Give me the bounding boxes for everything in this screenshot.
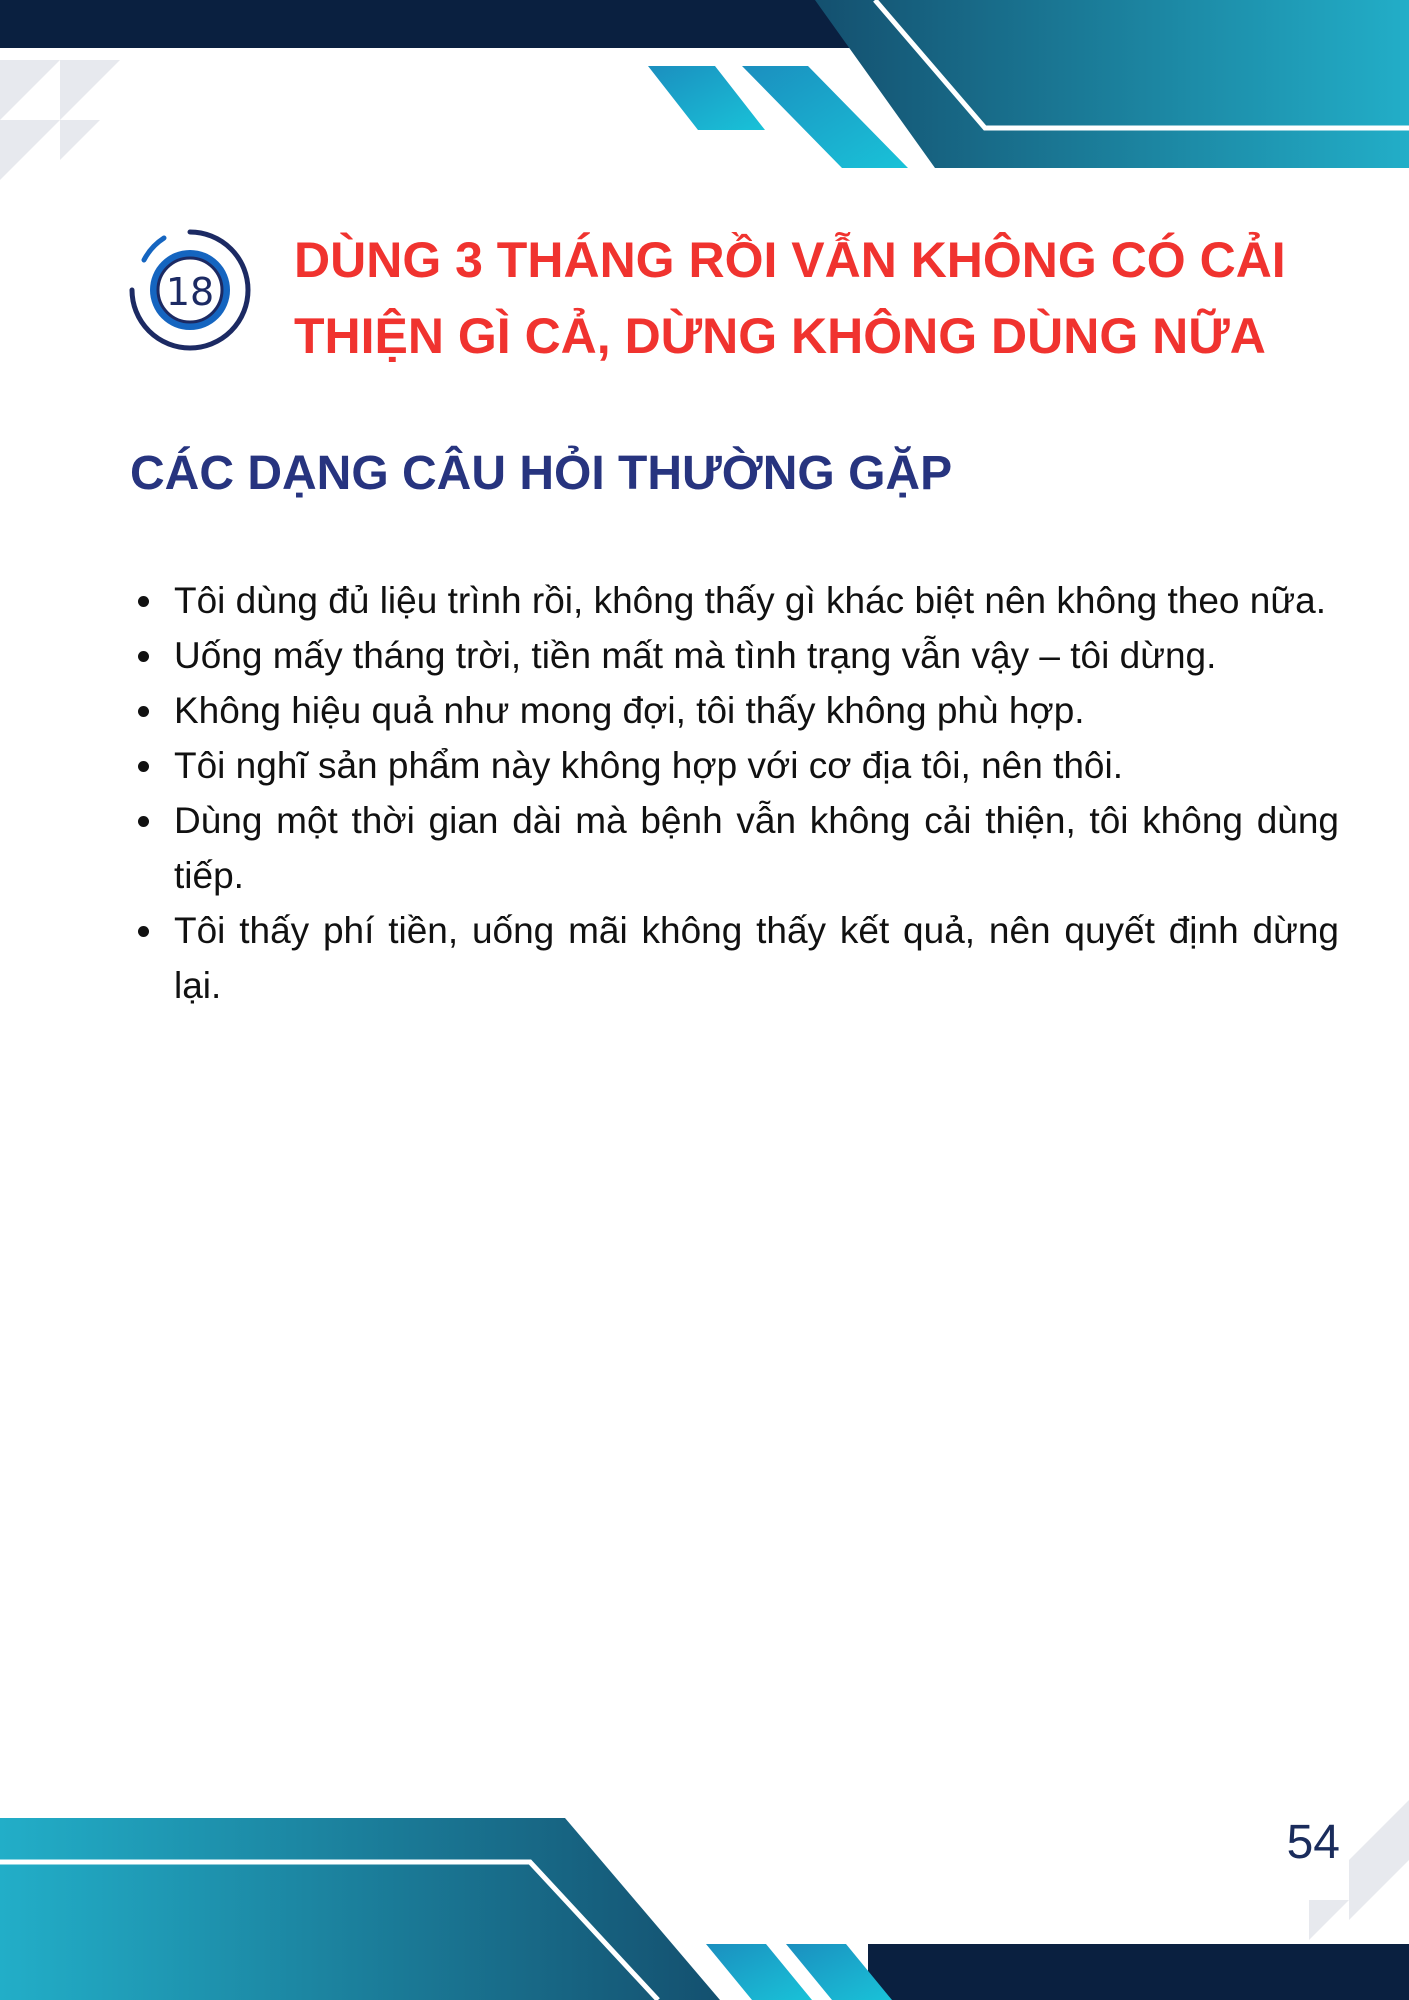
section-title bbox=[294, 222, 1314, 374]
question-item: Dùng một thời gian dài mà bệnh vẫn không cải thiện, tôi không dùng tiếp. bbox=[174, 793, 1339, 903]
section-title-line-2: THIỆN GÌ CẢ, DỪNG KHÔNG DÙNG NỮA bbox=[294, 308, 1266, 364]
top-teal-band bbox=[815, 0, 1409, 168]
section-number: 18 bbox=[165, 270, 215, 314]
section-title-line-1: DÙNG 3 THÁNG RỒI VẪN KHÔNG CÓ CẢI bbox=[294, 232, 1286, 288]
question-list bbox=[174, 573, 1339, 1013]
question-item: Uống mấy tháng trời, tiền mất mà tình trạng vẫn vậy – tôi dừng. bbox=[174, 628, 1339, 683]
questions-heading: CÁC DẠNG CÂU HỎI THƯỜNG GẶP bbox=[130, 447, 953, 500]
top-left-triangle-pattern bbox=[0, 60, 120, 180]
bottom-dark-band bbox=[868, 1944, 1409, 2000]
top-stripe-1 bbox=[648, 66, 765, 130]
page-number: 54 bbox=[1286, 1816, 1340, 1869]
question-item: Tôi dùng đủ liệu trình rồi, không thấy gì khác biệt nên không theo nữa. bbox=[174, 573, 1339, 628]
question-item: Không hiệu quả như mong đợi, tôi thấy không phù hợp. bbox=[174, 683, 1339, 738]
question-item: Tôi nghĩ sản phẩm này không hợp với cơ địa tôi, nên thôi. bbox=[174, 738, 1339, 793]
top-dark-band bbox=[0, 0, 860, 48]
question-item: Tôi thấy phí tiền, uống mãi không thấy kết quả, nên quyết định dừng lại. bbox=[174, 903, 1339, 1013]
bottom-teal-band bbox=[0, 1818, 720, 2000]
